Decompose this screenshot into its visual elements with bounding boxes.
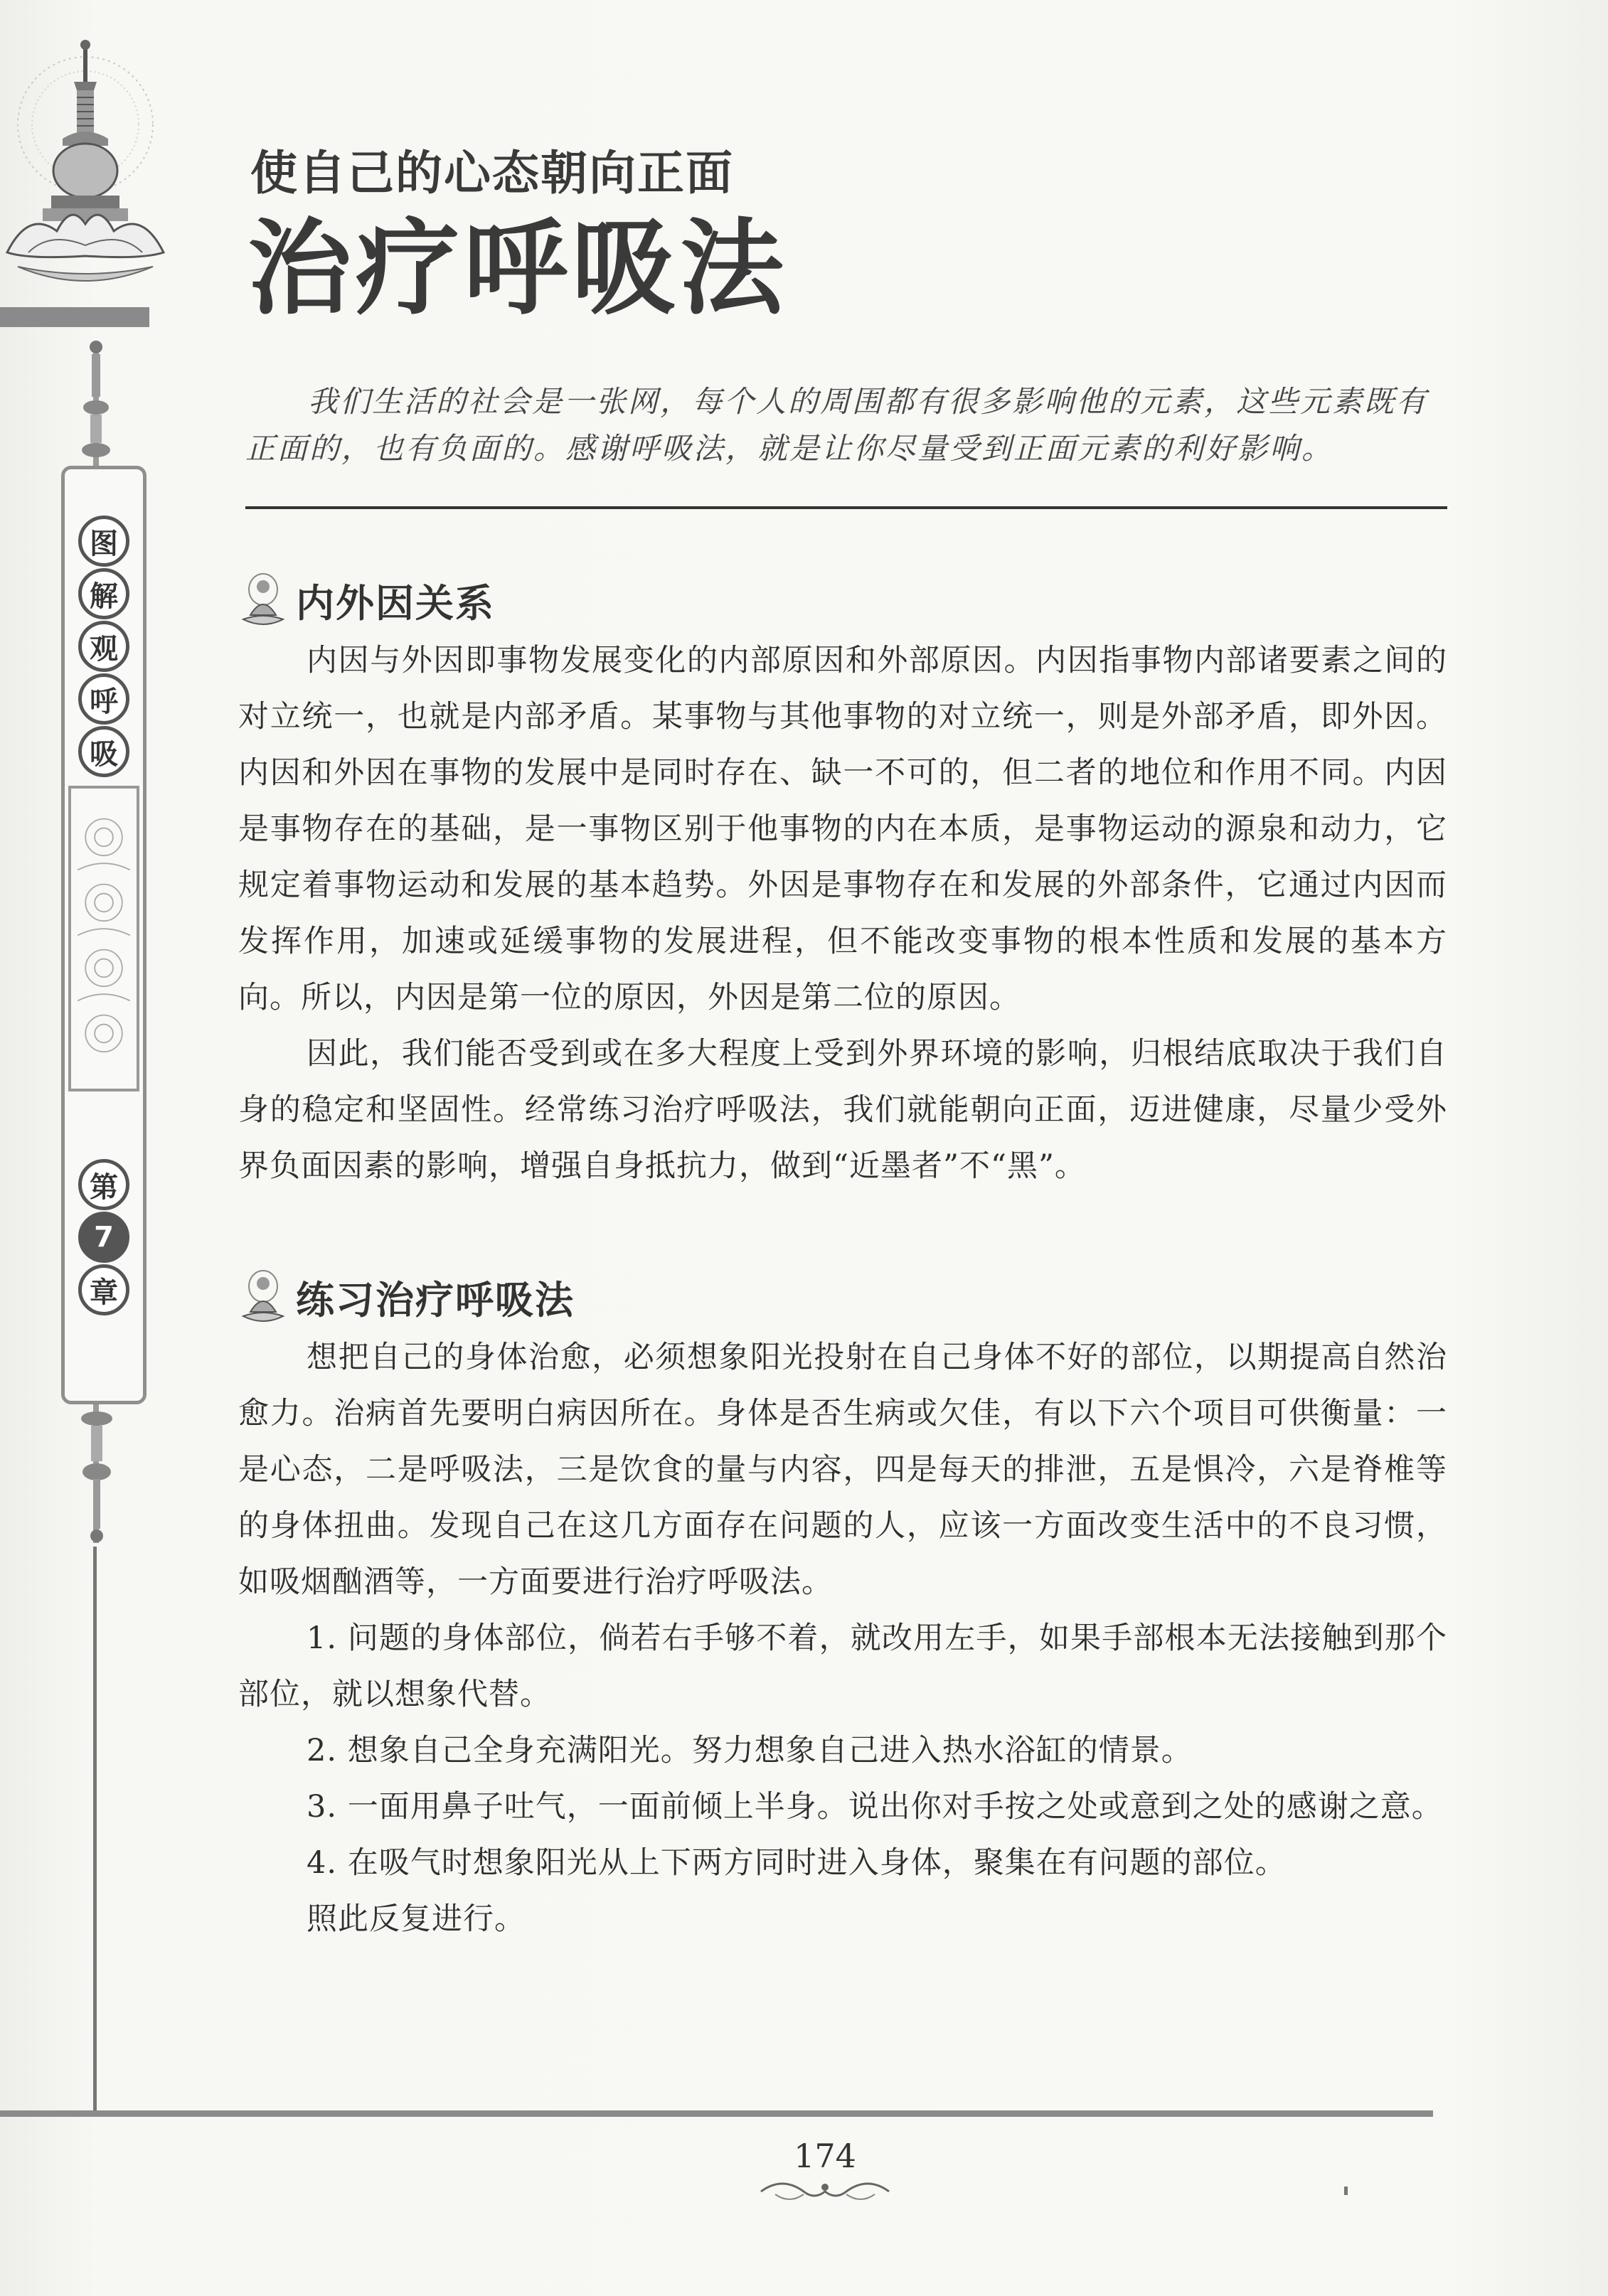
body-paragraph: 内因与外因即事物发展变化的内部原因和外部原因。内因指事物内部诸要素之间的对立统一，也就是内部矛盾。某事物与其他事物的对立统一，则是外部矛盾，即外因。内因和外因在事物的发展中是同时存在、缺一不可的，但二者的地位和作用不同。内因是事物存在的基础，是一事物区别于他事物的内在本质，是事物运动的源泉和动力，它规定着事物运动和发展的基本趋势。外因是事物存在和发展的外部条件，它通过内因而发挥作用，加速或延缓事物的发展进程，但不能改变事物的根本性质和发展的基本方向。所以，内因是第一位的原因，外因是第二位的原因。 [238, 643, 1447, 1015]
section-heading [242, 572, 495, 628]
seal-char: 呼 [78, 673, 129, 725]
page-title: 治疗呼吸法 [247, 208, 788, 329]
section-heading-text: 练习治疗呼吸法 [296, 1276, 575, 1323]
seal-char: 解 [78, 568, 129, 619]
seal-char: 观 [78, 621, 129, 672]
page-number: 174 [794, 2137, 856, 2175]
flourish-ornament-icon [754, 2176, 896, 2207]
floral-pattern-icon [68, 786, 139, 1091]
footer-rule [0, 2110, 1433, 2117]
body-paragraph: 因此，我们能否受到或在多大程度上受到外界环境的影响，归根结底取决于我们自身的稳定和坚固性。经常练习治疗呼吸法，我们就能朝向正面，迈进健康，尽量少受外界负面因素的影响，增强自身抵抗力，做到“近墨者”不“黑”。 [238, 1036, 1447, 1184]
section-heading-text: 内外因关系 [296, 580, 495, 626]
section-title: 使自己的心态朝向正面 [250, 146, 734, 201]
chapter-number: 7 [78, 1212, 129, 1263]
seal-char: 图 [78, 516, 129, 567]
stupa-ornament-icon [0, 39, 171, 302]
scroll-top-knob-icon [80, 340, 112, 461]
margin-line [93, 1547, 97, 2115]
list-item: 1. 问题的身体部位，倘若右手够不着，就改用左手，如果手部根本无法接触到那个部位，就以想象代替。 [238, 1620, 1447, 1712]
scroll-bottom-knob-icon [79, 1408, 115, 1550]
section-heading [242, 1269, 575, 1325]
chapter-marker [73, 1159, 134, 1317]
closing-line: 照此反复进行。 [307, 1901, 526, 1937]
chapter-post: 章 [78, 1264, 129, 1315]
list-item: 4. 在吸气时想象阳光从上下两方同时进入身体，聚集在有问题的部位。 [307, 1845, 1287, 1881]
divider [245, 506, 1447, 509]
body-paragraph: 想把自己的身体治愈，必须想象阳光投射在自己身体不好的部位，以期提高自然治愈力。治病首先要明白病因所在。身体是否生病或欠佳，有以下六个项目可供衡量：一是心态，二是呼吸法，三是饮食的量与内容，四是每天的排泄，五是惧冷，六是脊椎等的身体扭曲。发现自己在这几方面存在问题的人，应该一方面改变生活中的不良习惯，如吸烟酗酒等，一方面要进行治疗呼吸法。 [238, 1340, 1447, 1600]
book-title-seals [73, 516, 134, 779]
chapter-pre: 第 [78, 1159, 129, 1210]
seal-char: 吸 [78, 726, 129, 777]
buddha-icon [242, 1269, 284, 1325]
header-bar [0, 307, 149, 327]
speck-mark [1344, 2186, 1348, 2195]
buddha-icon [242, 572, 284, 628]
list-item: 3. 一面用鼻子吐气，一面前倾上半身。说出你对手按之处或意到之处的感谢之意。 [307, 1789, 1443, 1825]
section-body [238, 633, 1447, 1195]
list-item: 2. 想象自己全身充满阳光。努力想象自己进入热水浴缸的情景。 [307, 1733, 1193, 1768]
section-body [238, 1330, 1447, 1948]
intro-paragraph: 我们生活的社会是一张网，每个人的周围都有很多影响他的元素，这些元素既有正面的，也有负面的。感谢呼吸法，就是让你尽量受到正面元素的利好影响。 [245, 384, 1429, 466]
